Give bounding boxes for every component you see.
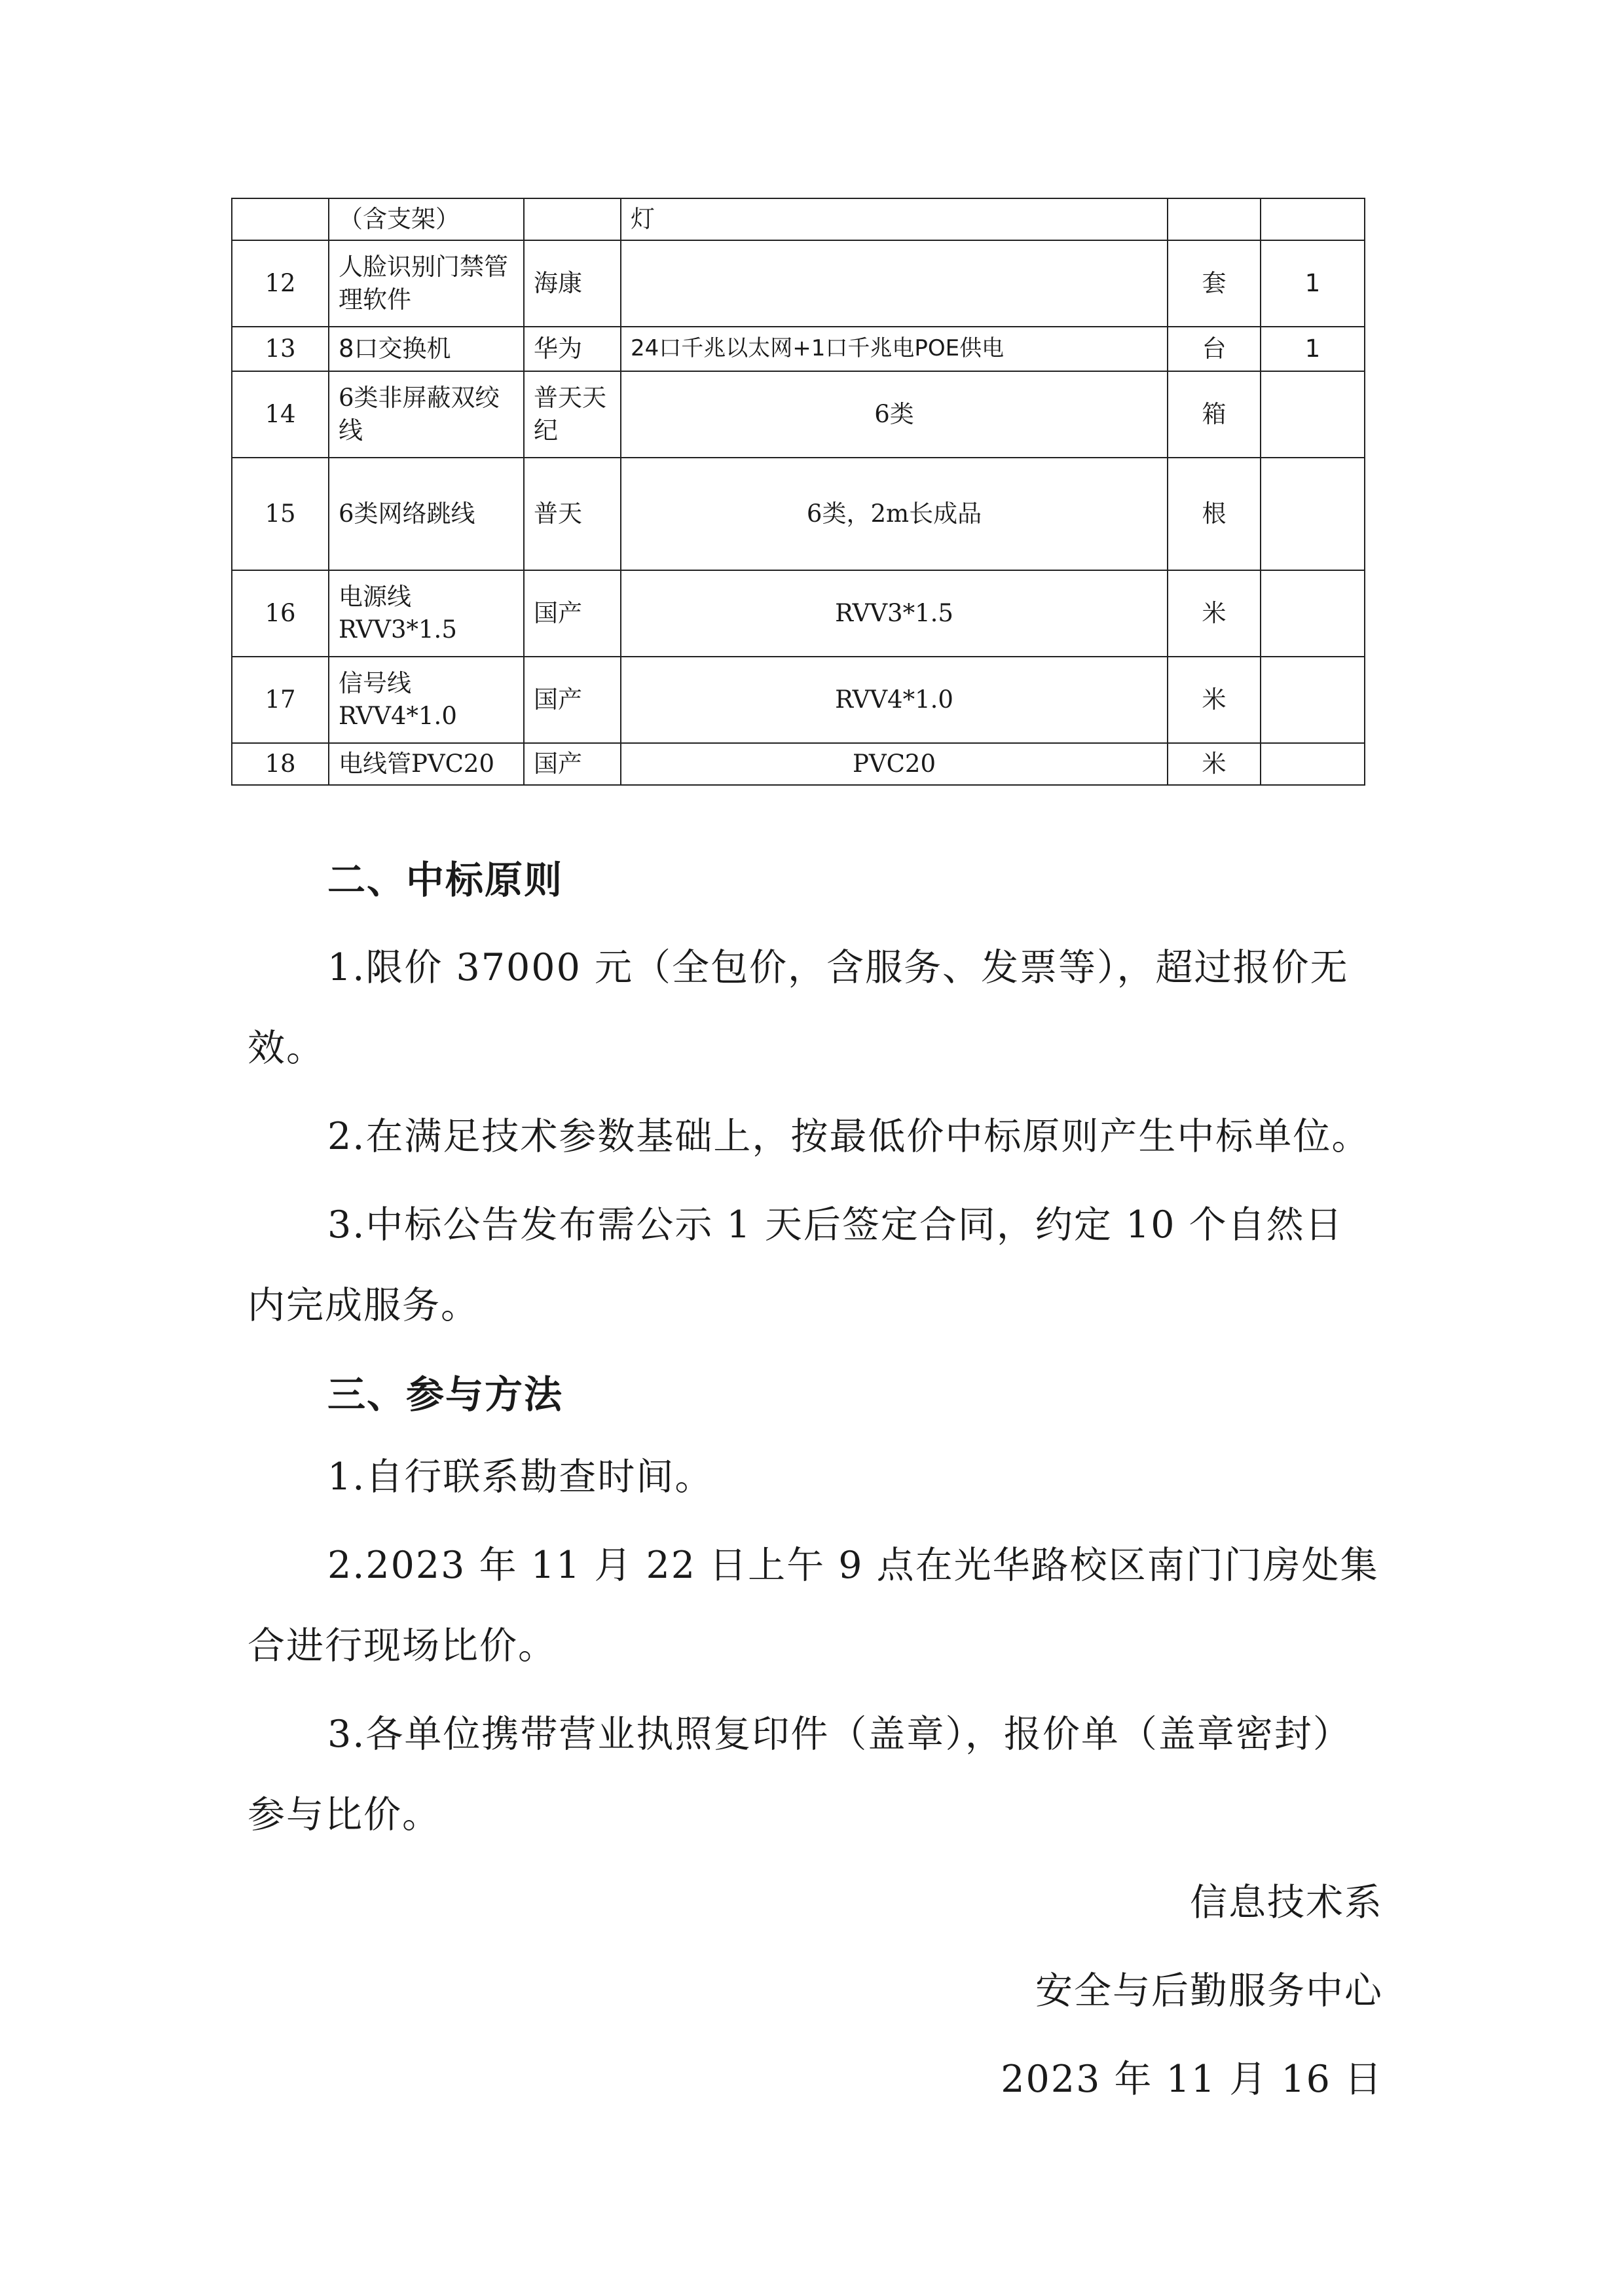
cell-no: 18 bbox=[232, 743, 329, 785]
cell-no: 16 bbox=[232, 570, 329, 657]
table-row bbox=[232, 657, 1365, 743]
cell-brand: 海康 bbox=[524, 240, 621, 327]
cell-name: 电源线 RVV3*1.5 bbox=[329, 570, 524, 657]
cell-unit: 根 bbox=[1168, 458, 1261, 570]
cell-name: 电线管PVC20 bbox=[329, 743, 524, 785]
section3-item1: 1.自行联系勘查时间。 bbox=[327, 1455, 714, 1499]
table-row bbox=[232, 743, 1365, 785]
signature-dept1: 信息技术系 bbox=[1190, 1881, 1383, 1924]
cell-spec: 24口千兆以太网+1口千兆电POE供电 bbox=[621, 327, 1168, 371]
cell-name: 6类非屏蔽双绞线 bbox=[329, 371, 524, 458]
cell-qty bbox=[1261, 371, 1365, 458]
cell-unit bbox=[1168, 198, 1261, 240]
signature-date: 2023 年 11 月 16 日 bbox=[1001, 2058, 1383, 2101]
cell-spec: RVV3*1.5 bbox=[621, 570, 1168, 657]
cell-qty: 1 bbox=[1261, 327, 1365, 371]
table-row bbox=[232, 240, 1365, 327]
cell-name: （含支架） bbox=[329, 198, 524, 240]
section2-item3-line2: 内完成服务。 bbox=[248, 1284, 479, 1327]
section2-item2: 2.在满足技术参数基础上，按最低价中标原则产生中标单位。 bbox=[327, 1115, 1371, 1158]
cell-unit: 套 bbox=[1168, 240, 1261, 327]
section3-heading: 三、参与方法 bbox=[327, 1372, 564, 1417]
cell-brand: 普天 bbox=[524, 458, 621, 570]
cell-qty bbox=[1261, 198, 1365, 240]
cell-qty: 1 bbox=[1261, 240, 1365, 327]
cell-no bbox=[232, 198, 329, 240]
cell-no: 12 bbox=[232, 240, 329, 327]
cell-brand bbox=[524, 198, 621, 240]
section2-item1-line1: 1.限价 37000 元（全包价，含服务、发票等），超过报价无 bbox=[327, 946, 1349, 989]
table-row bbox=[232, 327, 1365, 371]
signature-dept2: 安全与后勤服务中心 bbox=[1035, 1969, 1383, 2013]
section2-item3-line1: 3.中标公告发布需公示 1 天后签定合同，约定 10 个自然日 bbox=[327, 1203, 1344, 1247]
cell-no: 13 bbox=[232, 327, 329, 371]
cell-unit: 米 bbox=[1168, 743, 1261, 785]
cell-brand: 华为 bbox=[524, 327, 621, 371]
cell-qty bbox=[1261, 743, 1365, 785]
equipment-table bbox=[231, 198, 1364, 786]
cell-no: 14 bbox=[232, 371, 329, 458]
cell-no: 15 bbox=[232, 458, 329, 570]
cell-brand: 普天天纪 bbox=[524, 371, 621, 458]
cell-spec: 6类，2m长成品 bbox=[621, 458, 1168, 570]
cell-name: 8口交换机 bbox=[329, 327, 524, 371]
cell-unit: 台 bbox=[1168, 327, 1261, 371]
section3-item3-line2: 参与比价。 bbox=[248, 1793, 441, 1836]
cell-brand: 国产 bbox=[524, 570, 621, 657]
section3-item2-line2: 合进行现场比价。 bbox=[248, 1624, 557, 1667]
cell-qty bbox=[1261, 657, 1365, 743]
section2-item1-line2: 效。 bbox=[248, 1027, 325, 1070]
cell-spec: RVV4*1.0 bbox=[621, 657, 1168, 743]
table-row bbox=[232, 371, 1365, 458]
cell-qty bbox=[1261, 570, 1365, 657]
cell-brand: 国产 bbox=[524, 743, 621, 785]
table-row bbox=[232, 458, 1365, 570]
cell-no: 17 bbox=[232, 657, 329, 743]
table-row bbox=[232, 198, 1365, 240]
cell-brand: 国产 bbox=[524, 657, 621, 743]
cell-name: 人脸识别门禁管理软件 bbox=[329, 240, 524, 327]
cell-unit: 米 bbox=[1168, 657, 1261, 743]
cell-name: 信号线 RVV4*1.0 bbox=[329, 657, 524, 743]
section3-item2-line1: 2.2023 年 11 月 22 日上午 9 点在光华路校区南门门房处集 bbox=[327, 1544, 1379, 1587]
cell-unit: 米 bbox=[1168, 570, 1261, 657]
cell-spec: PVC20 bbox=[621, 743, 1168, 785]
cell-spec bbox=[621, 240, 1168, 327]
section3-item3-line1: 3.各单位携带营业执照复印件（盖章），报价单（盖章密封） bbox=[327, 1713, 1352, 1756]
cell-name: 6类网络跳线 bbox=[329, 458, 524, 570]
section2-heading: 二、中标原则 bbox=[327, 858, 564, 902]
items-table bbox=[231, 198, 1365, 786]
cell-unit: 箱 bbox=[1168, 371, 1261, 458]
cell-spec: 灯 bbox=[621, 198, 1168, 240]
cell-qty bbox=[1261, 458, 1365, 570]
cell-spec: 6类 bbox=[621, 371, 1168, 458]
table-row bbox=[232, 570, 1365, 657]
